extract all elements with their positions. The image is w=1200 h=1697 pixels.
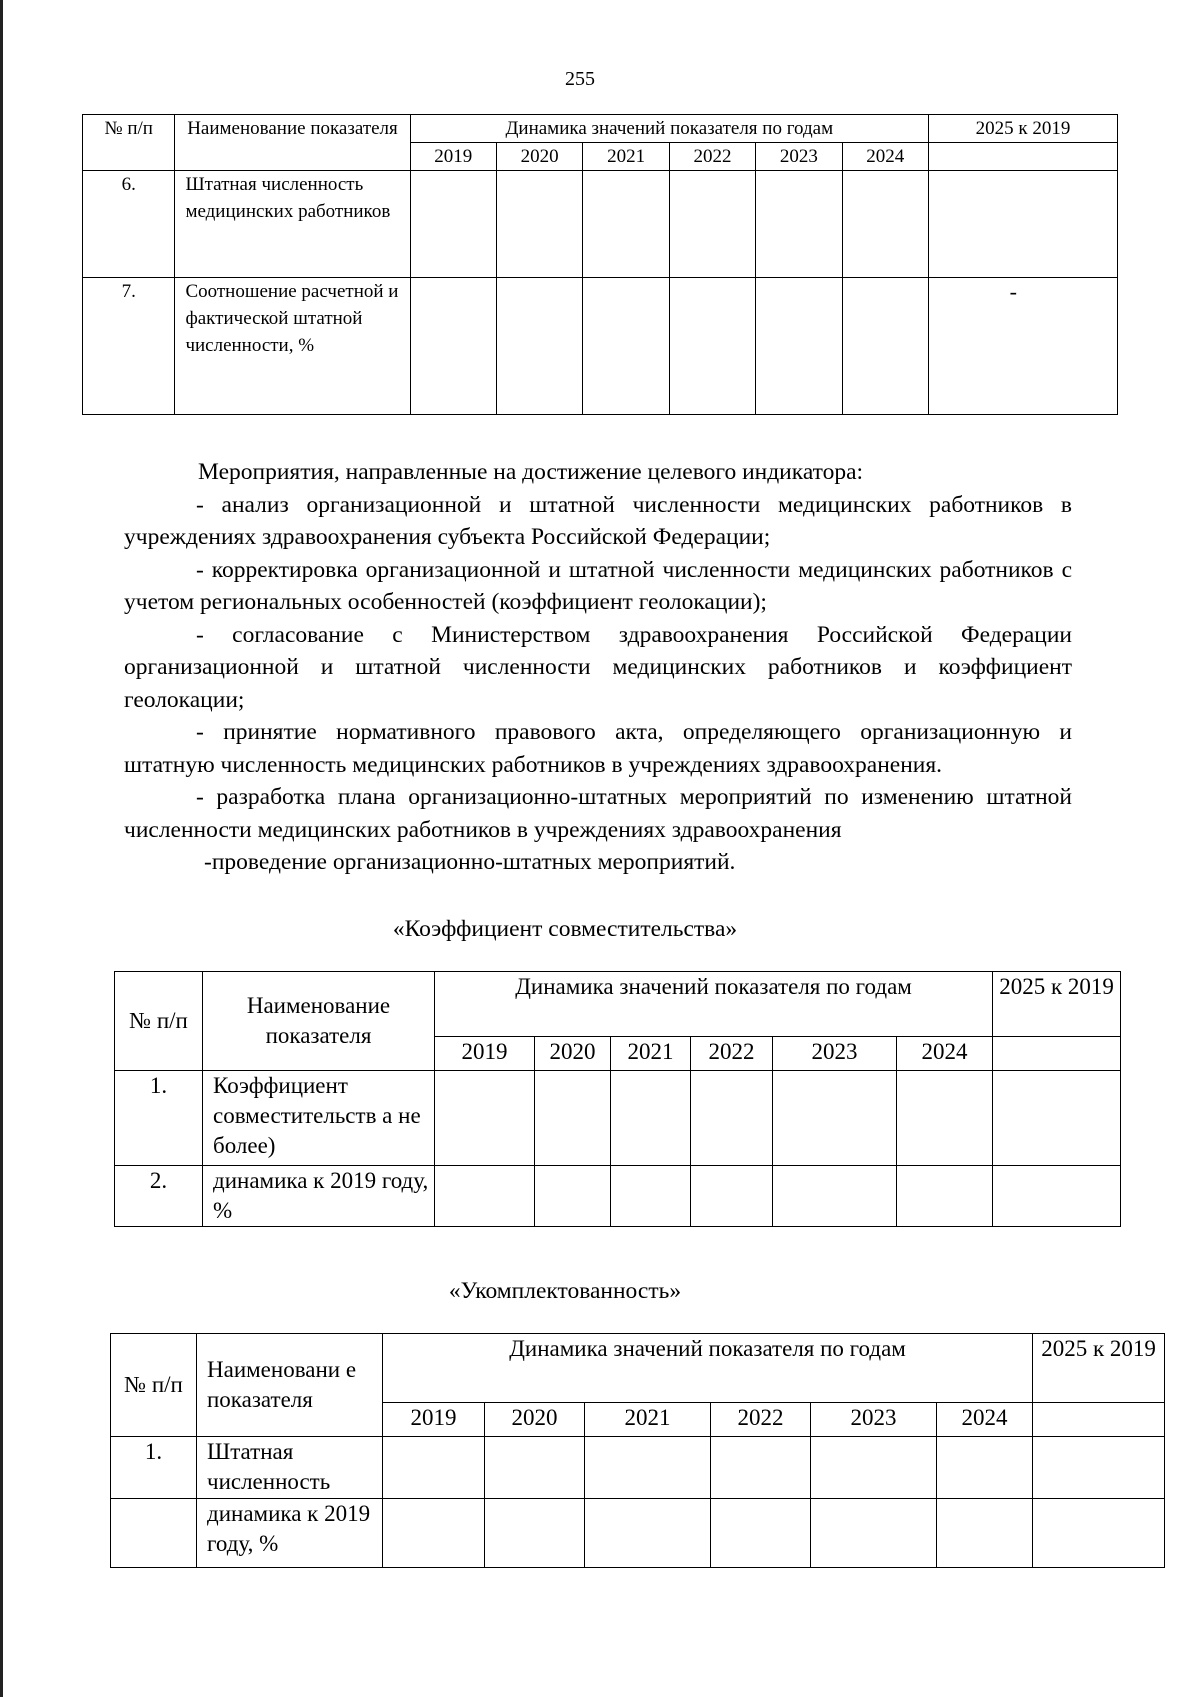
row-num: 7.	[83, 278, 175, 415]
cell	[711, 1499, 811, 1568]
section-title-coefficient: «Коэффициент совместительства»	[392, 916, 738, 942]
row-num: 2.	[115, 1166, 203, 1227]
header-year: 2022	[711, 1403, 811, 1437]
page-number: 255	[565, 68, 595, 90]
measure-item: - корректировка организационной и штатной численности медицинских работников с учетом региональных особенностей (коэффициент геолокации);	[124, 556, 1072, 615]
cell	[435, 1166, 535, 1227]
header-dynamics: Динамика значений показателя по годам	[410, 115, 928, 143]
cell	[435, 1071, 535, 1166]
row-name: Коэффициент совместительств а не более)	[203, 1071, 435, 1166]
row-compare: -	[929, 278, 1118, 415]
cell	[669, 171, 755, 278]
header-dynamics: Динамика значений показателя по годам	[435, 972, 993, 1037]
table-row	[111, 1437, 1165, 1499]
row-name: Штатная численность медицинских работников	[175, 171, 410, 278]
header-year: 2023	[756, 143, 842, 171]
cell	[937, 1499, 1033, 1568]
table-row	[83, 278, 1118, 415]
cell	[1033, 1437, 1165, 1499]
cell	[897, 1166, 993, 1227]
row-num: 6.	[83, 171, 175, 278]
row-name: Штатная численность	[197, 1437, 383, 1499]
cell	[811, 1437, 937, 1499]
header-year: 2022	[691, 1037, 773, 1071]
measure-item: - анализ организационной и штатной численности медицинских работников в учреждениях здравоохранения субъекта Российской Федерации;	[124, 491, 1072, 550]
section-title-staffing: «Укомплектованность»	[448, 1278, 682, 1304]
measure-item: -проведение организационно-штатных мероприятий.	[204, 849, 736, 875]
cell	[993, 1071, 1121, 1166]
header-year: 2019	[435, 1037, 535, 1071]
header-year: 2021	[611, 1037, 691, 1071]
header-year: 2024	[842, 143, 928, 171]
header-num: № п/п	[115, 972, 203, 1071]
header-compare: 2025 к 2019	[993, 972, 1121, 1037]
cell	[485, 1437, 585, 1499]
header-year: 2024	[897, 1037, 993, 1071]
header-year: 2019	[410, 143, 496, 171]
cell	[937, 1437, 1033, 1499]
cell	[711, 1437, 811, 1499]
header-name: Наименование показателя	[175, 115, 410, 171]
cell	[611, 1071, 691, 1166]
header-year: 2021	[583, 143, 669, 171]
row-name: Соотношение расчетной и фактической штатной численности, %	[175, 278, 410, 415]
header-num: № п/п	[83, 115, 175, 171]
cell	[897, 1071, 993, 1166]
header-year: 2021	[585, 1403, 711, 1437]
measure-item: - согласование с Министерством здравоохранения Российской Федерации организационной и штатной численности медицинских работников и коэффициент геолокации;	[124, 621, 1072, 713]
header-year: 2020	[496, 143, 582, 171]
header-year: 2019	[383, 1403, 485, 1437]
table-row	[115, 1166, 1121, 1227]
header-compare: 2025 к 2019	[929, 115, 1118, 143]
cell	[535, 1071, 611, 1166]
measures-text	[124, 456, 1072, 879]
cell	[496, 278, 582, 415]
cell	[691, 1166, 773, 1227]
row-compare	[929, 171, 1118, 278]
cell	[1033, 1499, 1165, 1568]
page-left-border	[0, 0, 3, 1697]
header-empty	[929, 143, 1118, 171]
header-empty	[993, 1037, 1121, 1071]
cell	[585, 1499, 711, 1568]
cell	[756, 278, 842, 415]
header-compare: 2025 к 2019	[1033, 1334, 1165, 1403]
cell	[583, 278, 669, 415]
cell	[410, 278, 496, 415]
cell	[383, 1499, 485, 1568]
header-name: Наименовани е показателя	[197, 1334, 383, 1437]
cell	[773, 1166, 897, 1227]
table-row	[115, 1071, 1121, 1166]
measure-item: - разработка плана организационно-штатных мероприятий по изменению штатной численности медицинских работников в учреждениях здравоохранения	[124, 784, 1072, 843]
staffing-table	[110, 1333, 1165, 1568]
row-num: 1.	[111, 1437, 197, 1499]
staff-numbers-table	[82, 114, 1118, 415]
cell	[842, 171, 928, 278]
cell	[485, 1499, 585, 1568]
header-num: № п/п	[111, 1334, 197, 1437]
header-year: 2020	[535, 1037, 611, 1071]
row-name: динамика к 2019 году, %	[197, 1499, 383, 1568]
row-num	[111, 1499, 197, 1568]
cell	[993, 1166, 1121, 1227]
header-year: 2024	[937, 1403, 1033, 1437]
cell	[669, 278, 755, 415]
cell	[611, 1166, 691, 1227]
cell	[842, 278, 928, 415]
measure-item: - принятие нормативного правового акта, определяющего организационную и штатную численность медицинских работников в учреждениях здравоохранения.	[124, 719, 1072, 778]
cell	[773, 1071, 897, 1166]
cell	[756, 171, 842, 278]
cell	[691, 1071, 773, 1166]
coefficient-table	[114, 971, 1121, 1227]
cell	[583, 171, 669, 278]
row-num: 1.	[115, 1071, 203, 1166]
header-year: 2020	[485, 1403, 585, 1437]
cell	[496, 171, 582, 278]
cell	[410, 171, 496, 278]
header-name: Наименование показателя	[203, 972, 435, 1071]
row-name: динамика к 2019 году, %	[203, 1166, 435, 1227]
table-row	[111, 1499, 1165, 1568]
cell	[535, 1166, 611, 1227]
header-year: 2023	[811, 1403, 937, 1437]
header-year: 2022	[669, 143, 755, 171]
cell	[811, 1499, 937, 1568]
table-row	[83, 171, 1118, 278]
header-empty	[1033, 1403, 1165, 1437]
cell	[383, 1437, 485, 1499]
measures-intro: Мероприятия, направленные на достижение целевого индикатора:	[198, 459, 864, 485]
header-year: 2023	[773, 1037, 897, 1071]
cell	[585, 1437, 711, 1499]
header-dynamics: Динамика значений показателя по годам	[383, 1334, 1033, 1403]
